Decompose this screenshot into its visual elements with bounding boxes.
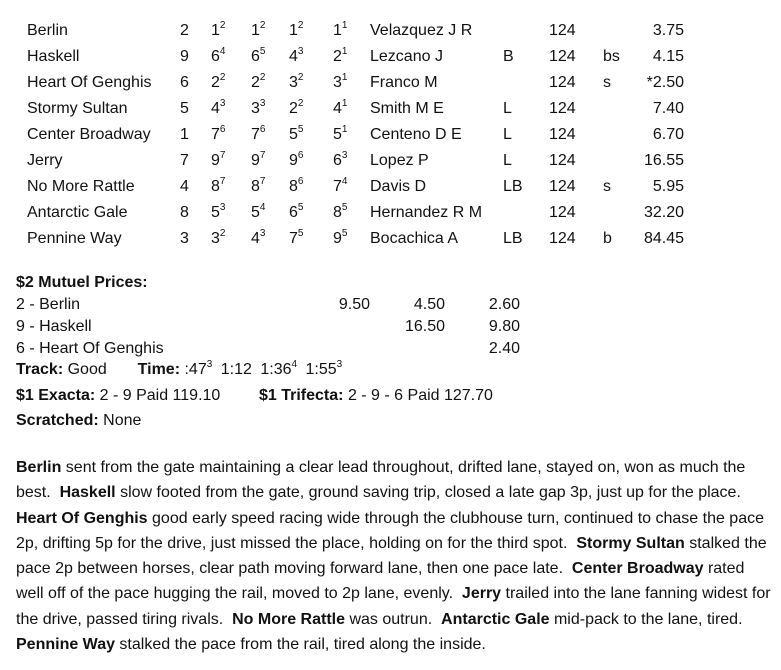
exacta-label: $1 Exacta: (16, 387, 96, 404)
jockey: Velazquez J R (370, 22, 473, 39)
comment-text: sent from the gate maintaining a clear lead throughout, drifted lane, stayed on, won as much the best. (16, 459, 750, 502)
call-3: $4^3$ (289, 46, 304, 65)
scratched-value: None (103, 412, 142, 429)
time-final: $1:55^3$ (305, 359, 343, 378)
mutuel-line (16, 316, 776, 338)
post-position: 2 (180, 22, 189, 39)
comment-horse: Stormy Sultan (576, 534, 685, 552)
finish: $5^1$ (333, 124, 348, 143)
table-row (0, 200, 781, 226)
comment-text: slow footed from the gate, ground saving trip, closed a late gap 3p, just up for the place. (115, 484, 750, 502)
odds: 6.70 (652, 126, 684, 143)
weight: 124 (549, 22, 576, 39)
mutuel-label: 2 - Berlin (16, 296, 81, 313)
call-2: $4^3$ (251, 228, 266, 247)
exacta-value: 2 - 9 Paid 119.10 (99, 387, 221, 404)
comment-horse: Pennine Way (16, 636, 115, 654)
comment-text: trailed into the lane fanning widest for the drive, passed tiring rivals. (16, 585, 776, 628)
equipment: b (603, 230, 612, 247)
comment-horse: Berlin (16, 459, 62, 476)
horse-name: Stormy Sultan (27, 100, 128, 117)
post-position: 9 (180, 48, 189, 65)
call-2: $6^5$ (251, 46, 266, 65)
call-2: $3^3$ (251, 98, 266, 117)
horse-name: Heart Of Genghis (27, 74, 152, 91)
comment-text: good early speed racing wide through the clubhouse turn, continued to chase the pace 2p, drifting 5p for the drive, just missed the place, holding on for the third spot. (16, 509, 769, 552)
medication: L (503, 126, 512, 143)
weight: 124 (549, 126, 576, 143)
medication: LB (503, 230, 523, 247)
weight: 124 (549, 100, 576, 117)
table-row (0, 148, 781, 174)
odds: 4.15 (652, 48, 684, 65)
finish: $1^1$ (333, 20, 348, 39)
comment-text: stalked the pace from the rail, tired along the inside. (114, 636, 486, 654)
weight: 124 (549, 204, 576, 221)
table-row (0, 70, 781, 96)
call-2: $5^4$ (251, 202, 266, 221)
odds: 16.55 (643, 152, 684, 169)
results-table (0, 18, 781, 252)
mutuel-line (16, 338, 776, 360)
trifecta-label: $1 Trifecta: (259, 387, 344, 404)
post-position: 8 (180, 204, 189, 221)
equipment: s (603, 74, 611, 91)
odds: 3.75 (652, 22, 684, 39)
exotics-line (16, 385, 776, 407)
horse-name: No More Rattle (27, 178, 135, 195)
call-3: $2^2$ (289, 98, 304, 117)
finish: $4^1$ (333, 98, 348, 117)
call-2: $2^2$ (251, 72, 266, 91)
comment-text: was outrun. (345, 610, 442, 628)
medication: L (503, 152, 512, 169)
mutuel-show: 9.80 (488, 318, 520, 335)
call-1: $1^2$ (211, 20, 226, 39)
call-1: $7^6$ (211, 124, 226, 143)
comment-text: rated well off of the pace hugging the rail, moved to 2p lane, evenly. (16, 560, 749, 603)
jockey: Hernandez R M (370, 204, 483, 221)
equipment: bs (603, 48, 620, 65)
comment-horse: Antarctic Gale (441, 610, 550, 628)
table-row (0, 174, 781, 200)
horse-name: Haskell (27, 48, 80, 65)
call-3: $6^5$ (289, 202, 304, 221)
horse-name: Berlin (27, 22, 68, 39)
horse-name: Pennine Way (27, 230, 122, 247)
post-position: 7 (180, 152, 189, 169)
post-position: 6 (180, 74, 189, 91)
comment-horse: Haskell (59, 484, 116, 502)
track-value: Good (67, 361, 107, 378)
table-row (0, 122, 781, 148)
odds: 84.45 (643, 230, 684, 247)
weight: 124 (549, 152, 576, 169)
finish: $6^3$ (333, 150, 348, 169)
odds: 5.95 (652, 178, 684, 195)
table-row (0, 44, 781, 70)
equipment: s (603, 178, 611, 195)
jockey: Franco M (370, 74, 438, 91)
time-split-2: 1:12 (220, 361, 252, 378)
horse-name: Center Broadway (27, 126, 151, 143)
jockey: Centeno D E (370, 126, 462, 143)
time-label: Time: (137, 361, 181, 378)
post-position: 1 (180, 126, 189, 143)
mutuel-line (16, 294, 776, 316)
mutuel-win: 9.50 (338, 296, 370, 313)
mutuel-label: 6 - Heart Of Genghis (16, 340, 164, 357)
race-comments (16, 455, 776, 657)
mutuel-heading: $2 Mutuel Prices: (16, 274, 148, 291)
call-1: $4^3$ (211, 98, 226, 117)
call-1: $5^3$ (211, 202, 226, 221)
call-2: $7^6$ (251, 124, 266, 143)
call-1: $8^7$ (211, 176, 226, 195)
time-split-1: $:47^3$ (184, 359, 213, 378)
table-row (0, 96, 781, 122)
comment-horse: Jerry (461, 585, 502, 603)
odds: 7.40 (652, 100, 684, 117)
medication: LB (503, 178, 523, 195)
comment-text: stalked the pace 2p between horses, clear path moving forward lane, then one pace late. (16, 534, 772, 578)
jockey: Bocachica A (370, 230, 459, 247)
weight: 124 (549, 48, 576, 65)
jockey: Lopez P (370, 152, 429, 169)
call-1: $6^4$ (211, 46, 226, 65)
jockey: Smith M E (370, 100, 444, 117)
weight: 124 (549, 74, 576, 91)
call-3: $1^2$ (289, 20, 304, 39)
call-2: $1^2$ (251, 20, 266, 39)
track-label: Track: (16, 361, 64, 378)
medication: B (503, 48, 514, 65)
call-3: $3^2$ (289, 72, 304, 91)
mutuel-place: 16.50 (404, 318, 445, 335)
call-3: $5^5$ (289, 124, 304, 143)
mutuel-show: 2.40 (488, 340, 520, 357)
call-1: $9^7$ (211, 150, 226, 169)
horse-name: Antarctic Gale (27, 204, 128, 221)
post-position: 5 (180, 100, 189, 117)
finish: $8^5$ (333, 202, 348, 221)
comment-horse: Center Broadway (571, 560, 704, 578)
call-2: $9^7$ (251, 150, 266, 169)
finish: $3^1$ (333, 72, 348, 91)
weight: 124 (549, 178, 576, 195)
jockey: Davis D (370, 178, 427, 195)
jockey: Lezcano J (370, 48, 443, 65)
post-position: 4 (180, 178, 189, 195)
medication: L (503, 100, 512, 117)
odds: *2.50 (646, 74, 684, 91)
comment-horse: No More Rattle (232, 610, 345, 628)
scratched-line (16, 410, 776, 432)
call-1: $2^2$ (211, 72, 226, 91)
track-time-line (16, 359, 776, 381)
finish: $9^5$ (333, 228, 348, 247)
trifecta-value: 2 - 9 - 6 Paid 127.70 (347, 387, 493, 404)
finish: $7^4$ (333, 176, 348, 195)
call-1: $3^2$ (211, 228, 226, 247)
call-3: $7^5$ (289, 228, 304, 247)
table-row (0, 18, 781, 44)
call-2: $8^7$ (251, 176, 266, 195)
comment-text: mid-pack to the lane, tired. (549, 610, 752, 628)
scratched-label: Scratched: (16, 412, 99, 429)
odds: 32.20 (643, 204, 684, 221)
call-3: $8^6$ (289, 176, 304, 195)
weight: 124 (549, 230, 576, 247)
horse-name: Jerry (27, 152, 63, 169)
mutuel-place: 4.50 (413, 296, 445, 313)
mutuel-prices (16, 272, 776, 360)
comment-horse: Heart Of Genghis (16, 509, 148, 527)
call-3: $9^6$ (289, 150, 304, 169)
finish: $2^1$ (333, 46, 348, 65)
post-position: 3 (180, 230, 189, 247)
time-split-3: $1:36^4$ (260, 359, 298, 378)
table-row (0, 226, 781, 252)
mutuel-label: 9 - Haskell (16, 318, 92, 335)
mutuel-show: 2.60 (488, 296, 520, 313)
